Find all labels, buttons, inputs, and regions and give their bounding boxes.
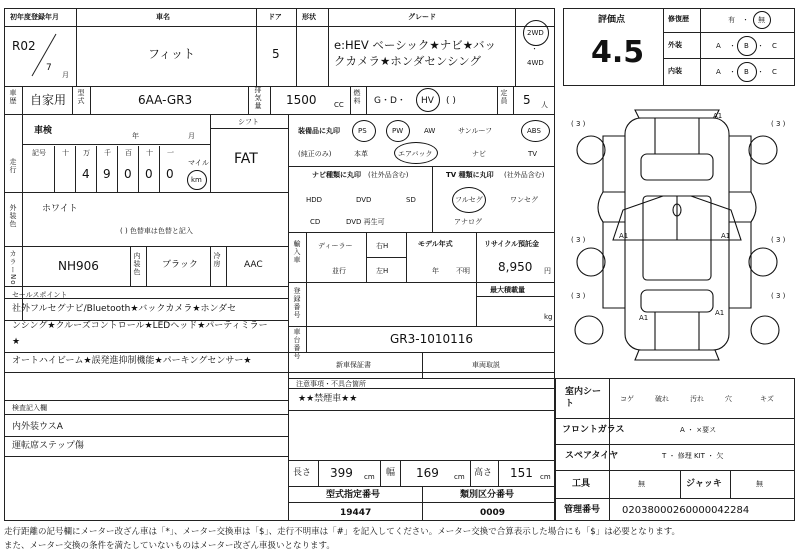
yen-unit: 円 <box>544 267 551 275</box>
paren-mr: ( 3 ) <box>771 236 786 244</box>
grade-letter: B <box>744 42 749 50</box>
airbag-ring <box>394 142 438 164</box>
repair-yes: 有 <box>728 16 735 24</box>
ac-value: AAC <box>244 260 263 270</box>
model-year-unknown: 不明 <box>456 267 470 275</box>
mileage-digit: 0 <box>166 167 174 181</box>
interior-color-label: 内装色 <box>133 252 141 276</box>
management-label: 管理番号 <box>564 505 601 515</box>
grade-letter: A <box>716 68 721 76</box>
recycle-value: 8,950 <box>498 260 533 274</box>
height-label: 高さ <box>474 468 493 478</box>
mark-a1-right: A1 <box>721 232 731 240</box>
nav-sd: SD <box>406 196 416 204</box>
km-label: km <box>191 176 202 184</box>
tv-analog: アナログ <box>454 218 482 226</box>
sheet-item: キズ <box>760 395 774 403</box>
equipment-item: エアバック <box>398 150 433 158</box>
category-label: 類別区分番号 <box>460 490 515 500</box>
color-change-note: ( ) 色替車は色替と記入 <box>120 227 193 235</box>
max-load-label: 最大積載量 <box>490 286 525 294</box>
width-unit: cm <box>454 473 465 481</box>
equipment-item: 本革 <box>354 150 368 158</box>
inspection-label: 車検 <box>34 126 53 136</box>
designation-label: 型式指定番号 <box>326 490 381 500</box>
designation-value: 19447 <box>340 508 372 518</box>
width-value: 169 <box>416 466 439 480</box>
length-value: 399 <box>330 466 353 480</box>
mileage-divider <box>75 146 76 192</box>
inspection-year-unit: 年 <box>132 132 139 140</box>
month-unit: 月 <box>62 71 69 79</box>
paren-ml: ( 3 ) <box>571 236 586 244</box>
equipment-item: ナビ <box>472 150 486 158</box>
color-no-label: カラーNo. <box>9 250 17 289</box>
import-dealer: ディーラー <box>318 242 353 250</box>
displacement-value: 1500 <box>286 93 317 107</box>
door-count: 5 <box>272 47 280 61</box>
inspection-month-unit: 月 <box>188 132 195 140</box>
door-label: ドア <box>268 13 282 21</box>
grade-letter: A <box>716 42 721 50</box>
jack-label: ジャッキ <box>686 479 722 489</box>
sales-line-3: ★ <box>12 337 21 347</box>
glass-label: フロントガラス <box>562 425 625 435</box>
mileage-digit: 0 <box>145 167 153 181</box>
mileage-divider <box>138 146 139 192</box>
grade-line-2: クカメラ★ホンダセンシング <box>334 54 482 68</box>
model-year-unit: 年 <box>432 267 439 275</box>
exterior-color: ホワイト <box>42 204 78 214</box>
displacement-label: 排気量 <box>254 86 262 110</box>
mileage-divider <box>54 146 55 192</box>
nav-dvd: DVD <box>356 196 372 204</box>
equipment-item: TV <box>528 150 538 158</box>
grade-line-1: e:HEV ベーシック★ナビ★バッ <box>334 38 497 52</box>
spare-value: T ・ 修理 KIT ・ 欠 <box>662 452 724 460</box>
import-right: 右H <box>376 242 389 250</box>
fuel-label: 燃料 <box>353 89 361 105</box>
equipment-selected-ring <box>386 120 410 142</box>
mile-label: マイル <box>188 159 209 167</box>
sales-line-4: オートハイビーム★誤発進抑制機能★パーキングセンサー★ <box>12 356 252 366</box>
tools-value: 無 <box>638 480 645 488</box>
fuel-selected: HV <box>421 96 434 106</box>
grade-sep: ・ <box>729 68 736 76</box>
equipment-selected-ring <box>352 120 376 142</box>
first-reg-era: R02 <box>12 39 36 53</box>
mileage-divider <box>159 146 160 192</box>
tv-fullseg: フルセグ <box>455 196 483 204</box>
grade-selected-ring <box>737 36 757 56</box>
equipment-selected-ring <box>521 120 550 142</box>
kg-unit: kg <box>544 313 553 321</box>
footnote-2: また、メーター交換の条件を満たしていないものはメーター改ざん車扱いとなります。 <box>4 541 335 551</box>
height-unit: cm <box>540 473 551 481</box>
use-label: 車歴 <box>9 89 17 105</box>
mileage-unit-label: 百 <box>125 149 132 157</box>
car-damage-diagram <box>563 92 795 372</box>
first-reg-month: 7 <box>46 63 52 73</box>
notes-label: 注意事項・不具合箇所 <box>296 380 366 388</box>
mileage-divider <box>96 146 97 192</box>
length-label: 長さ <box>293 468 312 478</box>
import-label: 輸入車 <box>293 240 301 264</box>
equipment-item: ABS <box>527 127 541 135</box>
sheet-item: 穴 <box>725 395 732 403</box>
sheet-item: コゲ <box>620 395 634 403</box>
color-no: NH906 <box>58 259 99 273</box>
use-value: 自家用 <box>30 93 67 107</box>
sales-point-label: セールスポイント <box>12 291 68 299</box>
fuel-paren: ( ) <box>446 96 456 106</box>
import-left: 左H <box>376 267 389 275</box>
equipment-label: 装備品に丸印 <box>298 127 340 135</box>
tv-type-sub: (社外品含む) <box>504 171 545 179</box>
shift-value: FAT <box>234 151 258 167</box>
car-name-label: 車名 <box>156 13 170 21</box>
mileage-unit-label: 一 <box>167 149 174 157</box>
chassis-number: GR3-1010116 <box>390 332 474 346</box>
equipment-item: PS <box>358 127 367 135</box>
footnote-1: 走行距離の記号欄にメーター改ざん車は「*」、メーター交換車は「$」、走行不明車は「#」を記入してください。メーター交換で合算表示した場合にも「$」は必要となります。 <box>4 527 681 537</box>
repair-no: 無 <box>758 16 765 24</box>
sheet-label: 室内シート <box>565 387 602 409</box>
repair-sep: ・ <box>742 16 749 24</box>
exterior-color-label: 外装色 <box>9 204 17 228</box>
drive-4wd: 4WD <box>527 59 544 67</box>
grade-letter: C <box>772 42 777 50</box>
paren-fl: ( 3 ) <box>571 120 586 128</box>
sheet-item: 汚れ <box>690 395 704 403</box>
height-value: 151 <box>510 466 533 480</box>
drive-2wd: 2WD <box>527 29 544 37</box>
grade-selected-ring <box>737 62 757 82</box>
mileage-digit: 0 <box>124 167 132 181</box>
import-parallel: 並行 <box>332 267 346 275</box>
equipment-item: AW <box>424 127 436 135</box>
nav-dvd-play: DVD 再生可 <box>346 218 385 226</box>
interior-color: ブラック <box>162 260 198 270</box>
nav-type-sub: (社外品含む) <box>368 171 409 179</box>
grade-letter: C <box>772 68 777 76</box>
mileage-digit: 4 <box>82 167 90 181</box>
car-name: フィット <box>148 47 196 61</box>
sheet-item: 破れ <box>655 395 669 403</box>
model-label: 型式 <box>77 89 85 105</box>
exterior-grade-label: 外装 <box>668 41 682 49</box>
nav-cd: CD <box>310 218 321 226</box>
capacity-label: 定員 <box>500 89 508 105</box>
spare-label: スペアタイヤ <box>565 451 619 461</box>
grade-label: グレード <box>408 13 436 21</box>
jack-value: 無 <box>756 480 763 488</box>
model-year-label: モデル年式 <box>418 240 453 248</box>
ac-label: 冷房 <box>213 252 221 268</box>
chassis-label: 車台番号 <box>293 328 301 360</box>
tv-type-label: TV 種類に丸印 <box>446 171 494 179</box>
grade-sep: ・ <box>729 42 736 50</box>
cc-unit: CC <box>334 101 344 109</box>
mileage-label: 走行 <box>9 158 17 174</box>
grade-sep: ・ <box>757 42 764 50</box>
score-value: 4.5 <box>591 35 645 70</box>
fuel-options: G・D・ <box>374 96 406 106</box>
nav-type-label: ナビ種類に丸印 <box>312 171 361 179</box>
paren-rl: ( 3 ) <box>571 292 586 300</box>
inspector-label: 検査記入欄 <box>12 404 47 412</box>
management-number: 02038000260000042284 <box>622 505 750 516</box>
length-unit: cm <box>364 473 375 481</box>
mileage-sub: 記号 <box>32 149 46 157</box>
equipment-item: サンルーフ <box>458 127 493 135</box>
sales-line-2: ンシング★クルーズコントロール★LEDヘッド★パーティミラー <box>12 321 268 331</box>
paren-rr: ( 3 ) <box>771 292 786 300</box>
drive-dot: ・ <box>531 45 538 53</box>
repair-label: 修復歴 <box>668 15 689 23</box>
paren-fr: ( 3 ) <box>771 120 786 128</box>
model-code: 6AA-GR3 <box>138 93 193 107</box>
mark-a1-rear: A1 <box>715 309 725 317</box>
shape-label: 形状 <box>302 13 316 21</box>
notes-value: ★★禁煙車★★ <box>298 394 358 404</box>
mileage-unit-label: 千 <box>104 149 111 157</box>
mileage-unit-label: 十 <box>146 149 153 157</box>
inspector-line-1: 内外装ウスA <box>12 422 63 432</box>
equipment-sub: (純正のみ) <box>298 150 332 158</box>
grade-sep: ・ <box>757 68 764 76</box>
mileage-divider <box>117 146 118 192</box>
interior-grade-label: 内装 <box>668 67 682 75</box>
recycle-label: リサイクル預託金 <box>484 240 540 248</box>
mark-a1-left: A1 <box>619 232 629 240</box>
manual-label: 車両取説 <box>472 361 500 369</box>
mileage-unit-label: 十 <box>62 149 69 157</box>
score-label: 評価点 <box>598 15 626 25</box>
mileage-unit-label: 万 <box>83 149 90 157</box>
equipment-item: PW <box>392 127 404 135</box>
first-reg-label: 初年度登録年月 <box>10 13 59 21</box>
nav-hdd: HDD <box>306 196 323 204</box>
capacity-value: 5 <box>523 93 531 107</box>
mileage-digit: 9 <box>103 167 111 181</box>
glass-value: A ・ ×要ス <box>680 426 717 434</box>
mark-a1-rear-left: A1 <box>639 314 649 322</box>
inspector-line-2: 運転席ステップ傷 <box>12 441 84 451</box>
warranty-label: 新車保証書 <box>336 361 371 369</box>
date-slash <box>30 32 58 78</box>
width-label: 幅 <box>386 468 396 478</box>
reg-no-label: 登録番号 <box>293 287 301 319</box>
grade-letter: B <box>744 68 749 76</box>
sales-line-1: 社外フルセグナビ/Bluetooth★バックカメラ★ホンダセ <box>12 304 237 314</box>
tv-oneseg: ワンセグ <box>510 196 538 204</box>
mark-a1-front: A1 <box>713 112 723 120</box>
category-value: 0009 <box>480 508 506 518</box>
tools-label: 工具 <box>572 479 591 489</box>
capacity-unit: 人 <box>541 101 548 109</box>
shift-label: シフト <box>238 118 259 126</box>
